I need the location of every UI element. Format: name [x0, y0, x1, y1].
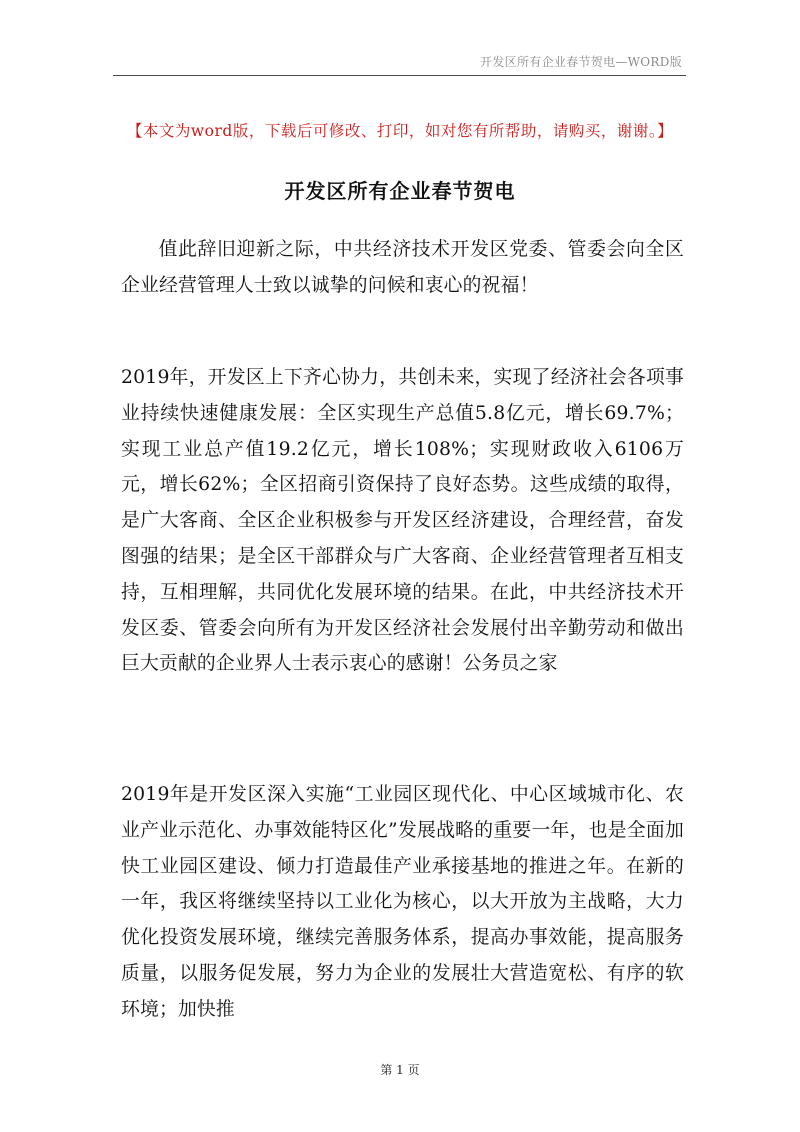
document-title: 开发区所有企业春节贺电	[284, 179, 516, 203]
paragraph-achievements: 2019年，开发区上下齐心协力，共创未来，实现了经济社会各项事业持续快速健康发展：全区实现生产总值5.8亿元，增长69.7%；实现工业总产值19.2亿元，增长108%；实现财政收入6106万元，增长62%；全区招商引资保持了良好态势。这些成绩的取得，是广大客商、全区企业积极参与开发区经济建设，合理经营，奋发图强的结果；是全区干部群众与广大客商、企业经营管理者互相支持，互相理解，共同优化发展环境的结果。在此，中共经济技术开发区委、管委会向所有为开发区经济社会发展付出辛勤劳动和做出巨大贡献的企业界人士表示衷心的感谢！公务员之家	[121, 367, 684, 675]
paragraph-outlook: 2019年是开发区深入实施“工业园区现代化、中心区域城市化、农业产业示范化、办事效能特区化”发展战略的重要一年，也是全面加快工业园区建设、倾力打造最佳产业承接基地的推进之年。在新的一年，我区将继续坚持以工业化为核心，以大开放为主战略，大力优化投资发展环境，继续完善服务体系，提高办事效能，提高服务质量，以服务促发展，努力为企业的发展壮大营造宽松、有序的软环境；加快推	[121, 784, 684, 1020]
running-header-title: 开发区所有企业春节贺电—WORD版	[480, 55, 682, 69]
page-number: 第 1 页	[380, 1063, 420, 1077]
paragraph-greeting: 值此辞旧迎新之际，中共经济技术开发区党委、管委会向全区企业经营管理人士致以诚挚的问候和衷心的祝福！	[121, 239, 684, 296]
purchase-notice: 【本文为word版，下载后可修改、打印，如对您有所帮助，请购买，谢谢。】	[126, 122, 674, 140]
header-divider	[113, 75, 686, 76]
